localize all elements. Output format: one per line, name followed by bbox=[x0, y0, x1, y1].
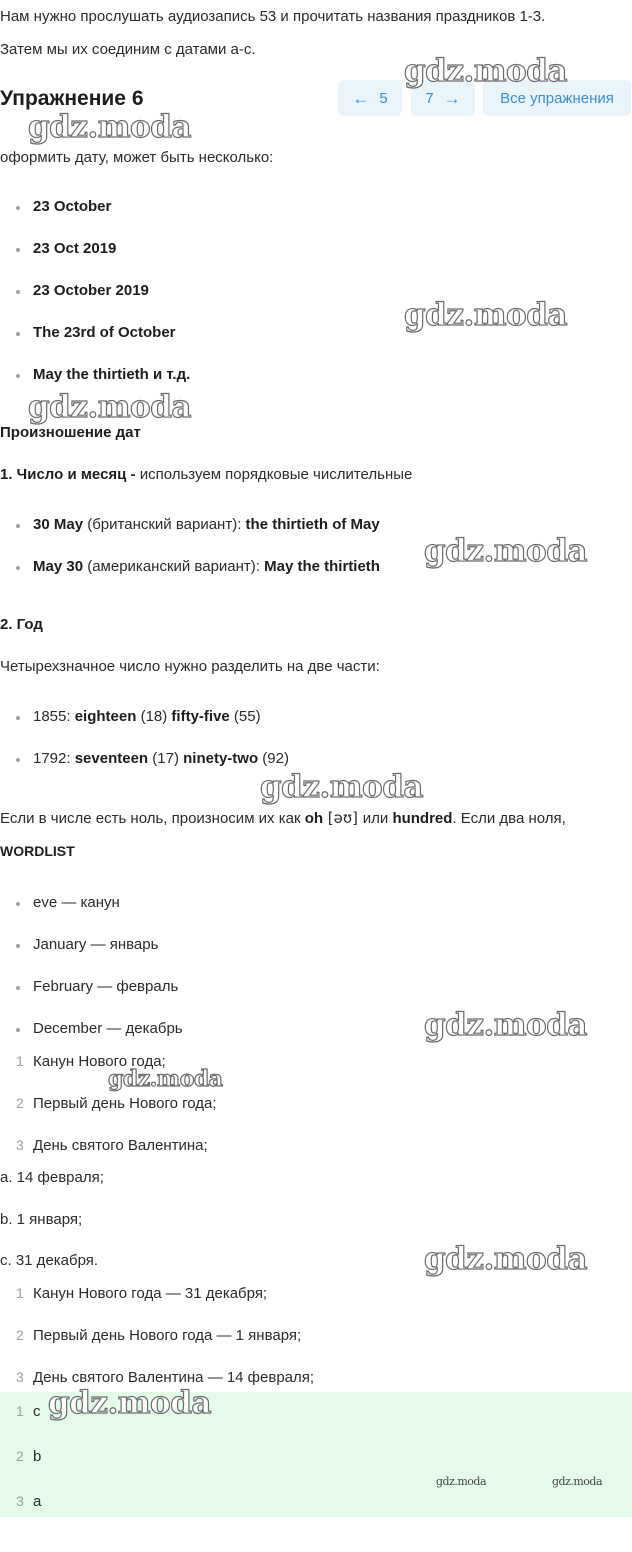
watermark-logo: gdz.moda bbox=[424, 533, 587, 569]
date-option: c. 31 декабря. bbox=[0, 1252, 99, 1269]
watermark-logo: gdz.moda bbox=[28, 109, 191, 145]
answer-item: 1 c bbox=[16, 1403, 41, 1420]
date-formats-intro: оформить дату, может быть несколько: bbox=[0, 149, 274, 166]
watermark-logo: gdz.moda bbox=[424, 1241, 587, 1277]
list-item: February — февраль bbox=[16, 977, 178, 997]
watermark-logo: gdz.moda bbox=[108, 1066, 223, 1092]
prev-exercise-label: 5 bbox=[379, 89, 388, 107]
list-item: 1 Канун Нового года — 31 декабря; bbox=[16, 1285, 268, 1302]
list-item: eve — канун bbox=[16, 893, 120, 913]
answer-item: 3 a bbox=[16, 1493, 42, 1510]
list-item: The 23rd of October bbox=[16, 323, 176, 343]
list-item: May 30 (американский вариант): May the thirtieth bbox=[16, 557, 380, 577]
list-item: 3 День святого Валентина; bbox=[16, 1137, 208, 1154]
watermark-logo: gdz.moda bbox=[424, 1007, 587, 1043]
arrow-left-icon: ← bbox=[352, 88, 370, 108]
prev-exercise-button[interactable] bbox=[338, 80, 402, 116]
watermark-logo: gdz.moda bbox=[436, 1475, 487, 1488]
list-item: 3 День святого Валентина — 14 февраля; bbox=[16, 1369, 315, 1386]
watermark-logo: gdz.moda bbox=[28, 389, 191, 425]
watermark-logo: gdz.moda bbox=[404, 53, 567, 89]
list-item: January — январь bbox=[16, 935, 158, 955]
list-item: 1855: eighteen (18) fifty-five (55) bbox=[16, 707, 261, 727]
date-option: b. 1 января; bbox=[0, 1211, 83, 1228]
point-1: 1. Число и месяц - используем порядковые числительные bbox=[0, 466, 413, 483]
intro-line-2: Затем мы их соединим с датами a-c. bbox=[0, 41, 256, 58]
pronunciation-heading: Произношение дат bbox=[0, 424, 141, 441]
intro-line-1: Нам нужно прослушать аудиозапись 53 и прочитать названия праздников 1-3. bbox=[0, 8, 546, 25]
wordlist-heading: WORDLIST bbox=[0, 843, 75, 859]
page-title: Упражнение 6 bbox=[0, 87, 144, 110]
watermark-logo: gdz.moda bbox=[552, 1475, 603, 1488]
list-item: 23 October 2019 bbox=[16, 281, 149, 301]
list-item: December — декабрь bbox=[16, 1019, 183, 1039]
list-item: 1 Канун Нового года; bbox=[16, 1053, 166, 1070]
watermark-logo: gdz.moda bbox=[48, 1385, 211, 1421]
list-item: 23 Oct 2019 bbox=[16, 239, 116, 259]
list-item: 1792: seventeen (17) ninety-two (92) bbox=[16, 749, 289, 769]
list-item: 23 October bbox=[16, 197, 111, 217]
all-exercises-label: Все упражнения bbox=[500, 89, 614, 107]
list-item: May the thirtieth и т.д. bbox=[16, 365, 190, 385]
list-item: 2 Первый день Нового года — 1 января; bbox=[16, 1327, 302, 1344]
point-2: 2. Год bbox=[0, 616, 43, 633]
list-item: 2 Первый день Нового года; bbox=[16, 1095, 217, 1112]
arrow-right-icon: → bbox=[443, 88, 461, 108]
zero-rule: Если в числе есть ноль, произносим их как oh [əʊ] или hundred. Если два ноля, bbox=[0, 809, 566, 827]
answer-item: 2 b bbox=[16, 1448, 42, 1465]
watermark-logo: gdz.moda bbox=[404, 297, 567, 333]
next-exercise-label: 7 bbox=[425, 89, 434, 107]
year-intro: Четырехзначное число нужно разделить на две части: bbox=[0, 658, 380, 675]
list-item: 30 May (британский вариант): the thirtieth of May bbox=[16, 515, 380, 535]
date-option: a. 14 февраля; bbox=[0, 1169, 104, 1186]
watermark-logo: gdz.moda bbox=[260, 769, 423, 805]
